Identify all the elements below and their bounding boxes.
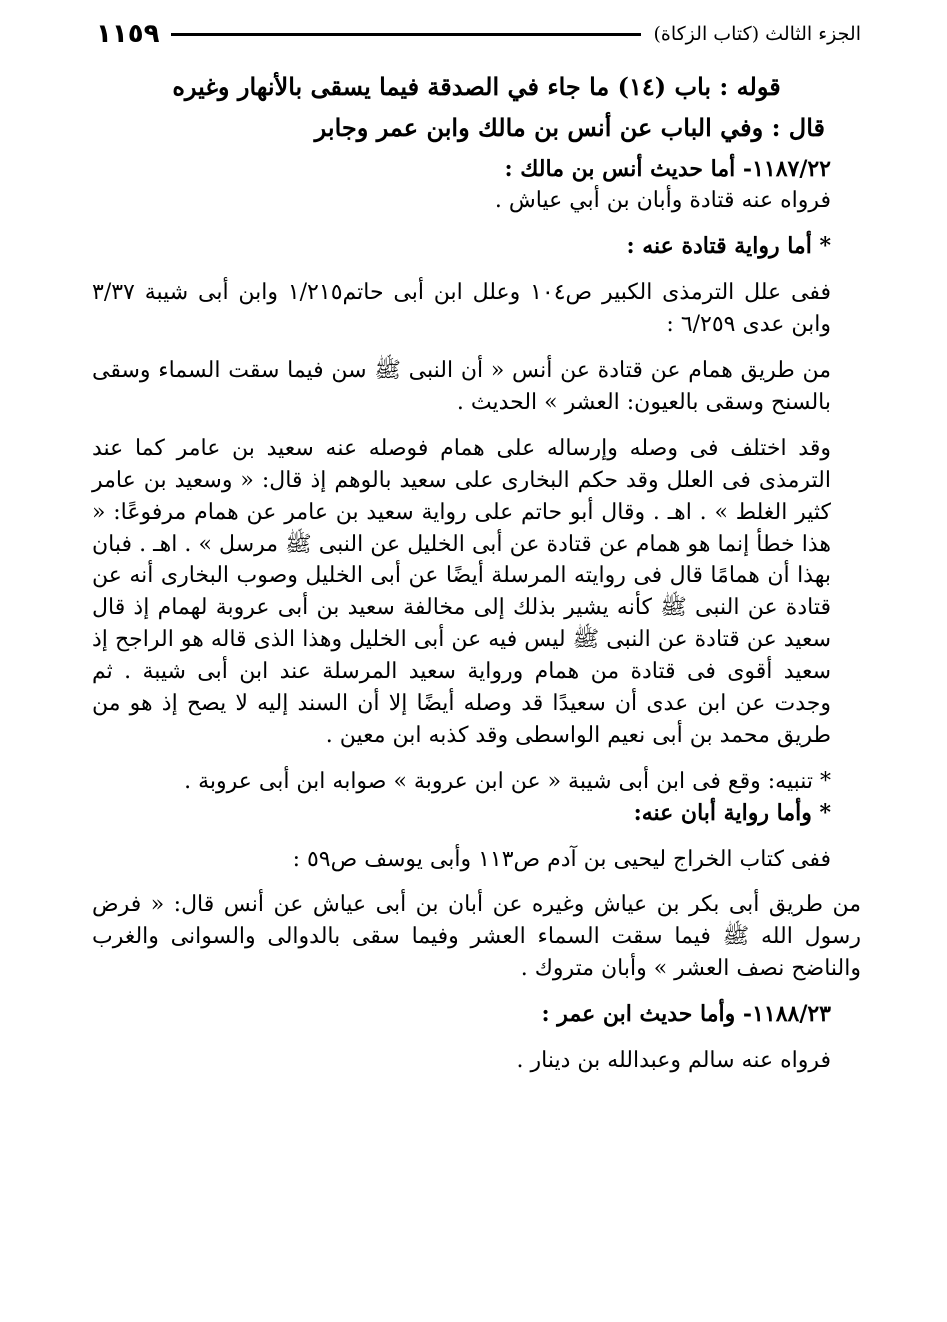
paragraph-sources-aban: ففى كتاب الخراج ليحيى بن آدم ص١١٣ وأبى يوسف ص٥٩ : bbox=[292, 846, 831, 872]
paragraph-discussion: وقد اختلف فى وصله وإرساله على همام فوصله عنه سعيد بن عامر كما عند الترمذى فى العلل وقد حكم البخارى على سعيد بالوهم إذ قال: « وسعيد بن عامر كثير الغلط » . اهـ . وقال أبو حاتم على رواية سعيد بن عامر عن همام مرفوعًا: « هذا خطأ إنما هو همام عن قتادة عن أبى الخليل عن النبى ﷺ مرسل » . اهـ . فبان بهذا أن همامًا قال فى روايته المرسلة أيضًا عن أبى الخليل وصوب البخارى أنه عن قتادة عن النبى ﷺ كأنه يشير بذلك إلى مخالفة سعيد بن أبى عروبة لهمام إذ قال سعيد عن قتادة عن النبى ﷺ ليس فيه عن أبى الخليل وهذا الذى قاله هو الراجح إذ سعيد أقوى فى قتادة من همام ورواية سعيد المرسلة عند ابن أبى شيبة . ثم وجدت عن ابن عدى أن سعيدًا قد وصله أيضًا إلا أن السند إليه لا يصح إذ هو من طريق محمد بن أبى نعيم الواسطى وقد كذبه ابن معين . bbox=[92, 435, 831, 748]
section-heading-aban: * وأما رواية أبان عنه: bbox=[633, 799, 831, 826]
paragraph-aban-hadith: من طريق أبى بكر بن عياش وغيره عن أبان بن أبى عياش عن أنس قال: « فرض رسول الله ﷺ فيما سقت السماء العشر وفيما سقى بالدوالى والسوانى والغرب والناضح نصف العشر » وأبان متروك . bbox=[92, 892, 861, 982]
header-rule bbox=[171, 33, 641, 36]
paragraph-sources-qatada: ففى علل الترمذى الكبير ص١٠٤ وعلل ابن أبى حاتم١/٢١٥ وابن أبى شيبة ٣/٣٧ وابن عدى ٦/٢٥٩ : bbox=[92, 280, 831, 338]
page-body bbox=[92, 70, 861, 1077]
section-heading-qatada: * أما رواية قتادة عنه : bbox=[626, 233, 831, 260]
paragraph-hadith-text: من طريق همام عن قتادة عن أنس « أن النبى ﷺ سن فيما سقت السماء وسقى بالسنح وسقى بالعيون: العشر » الحديث . bbox=[92, 358, 831, 415]
hadith-heading-anas: ١١٨٧/٢٢- أما حديث أنس بن مالك : bbox=[504, 155, 831, 182]
narrators-ibn-umar: فرواه عنه سالم وعبدالله بن دينار . bbox=[516, 1047, 831, 1073]
narrators-anas: فرواه عنه قتادة وأبان بن أبي عياش . bbox=[494, 188, 831, 214]
page-header bbox=[96, 14, 861, 54]
note-tanbih: * تنبيه: وقع فى ابن أبى شيبة « عن ابن عروبة » صوابه ابن أبى عروبة . bbox=[184, 768, 831, 794]
chapter-subtitle: قال : وفي الباب عن أنس بن مالك وابن عمر وجابر bbox=[314, 112, 825, 142]
hadith-heading-ibn-umar: ١١٨٨/٢٣- وأما حديث ابن عمر : bbox=[541, 1001, 831, 1028]
page-number: ١١٥٩ bbox=[96, 19, 160, 49]
chapter-title: قوله : باب (١٤) ما جاء في الصدقة فيما يسقى بالأنهار وغيره bbox=[172, 72, 781, 101]
running-head: الجزء الثالث (كتاب الزكاة) bbox=[653, 23, 861, 45]
